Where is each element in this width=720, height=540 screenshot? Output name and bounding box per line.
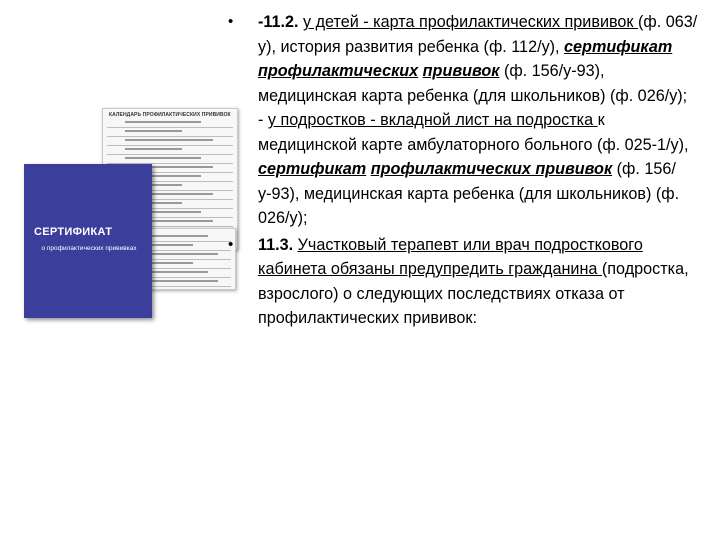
bullet-list [226, 10, 704, 331]
emphasized-term: прививок [422, 62, 500, 80]
underlined-text: у подростков - вкладной лист на подростка [267, 111, 598, 129]
emphasized-term: сертификат [258, 160, 367, 178]
bullet-paragraph [258, 233, 704, 331]
underlined-text: Участковый терапевт или врач подросткового кабинета обязаны предупредить гражданина [258, 235, 643, 278]
cover-subtitle: о профилактических прививках [41, 245, 137, 252]
body-text: (ф. 156/у-93), медицинская карта ребенка (для школьников) (ф. 026/у); [258, 62, 688, 105]
emphasized-term: сертификат профилактических [258, 37, 673, 80]
body-text: (ф. 156/у-93), медицинская карта ребенка (для школьников) (ф. 026/у); [258, 160, 680, 227]
bullet-number: 11.3. [258, 235, 298, 254]
inner-page-heading: КАЛЕНДАРЬ ПРОФИЛАКТИЧЕСКИХ ПРИВИВОК [109, 112, 231, 118]
bullet-dot: • [228, 235, 234, 253]
certificate-cover [24, 164, 152, 318]
bullet-dot: • [228, 13, 234, 30]
bullet-item [226, 233, 704, 331]
body-text: к медицинской карте амбулаторного больного (ф. 025-1/у), [258, 111, 689, 154]
body-text: (ф. 063/у), история развития ребенка (ф. 112/у), [258, 13, 698, 56]
certificate-illustration [24, 108, 236, 318]
bullet-paragraph [258, 10, 704, 108]
bullet-item [226, 10, 704, 231]
bullet-paragraph [258, 108, 704, 231]
bullet-number: -11.2. [258, 13, 303, 31]
body-text: (подростка, взрослого) о следующих последствиях отказа от профилактических прививок: [258, 260, 689, 327]
underlined-text: у детей - карта профилактических прививок [303, 13, 638, 31]
emphasized-term: профилактических прививок [370, 160, 613, 178]
body-text: - [258, 111, 268, 129]
cover-title: СЕРТИФИКАТ [34, 226, 113, 238]
